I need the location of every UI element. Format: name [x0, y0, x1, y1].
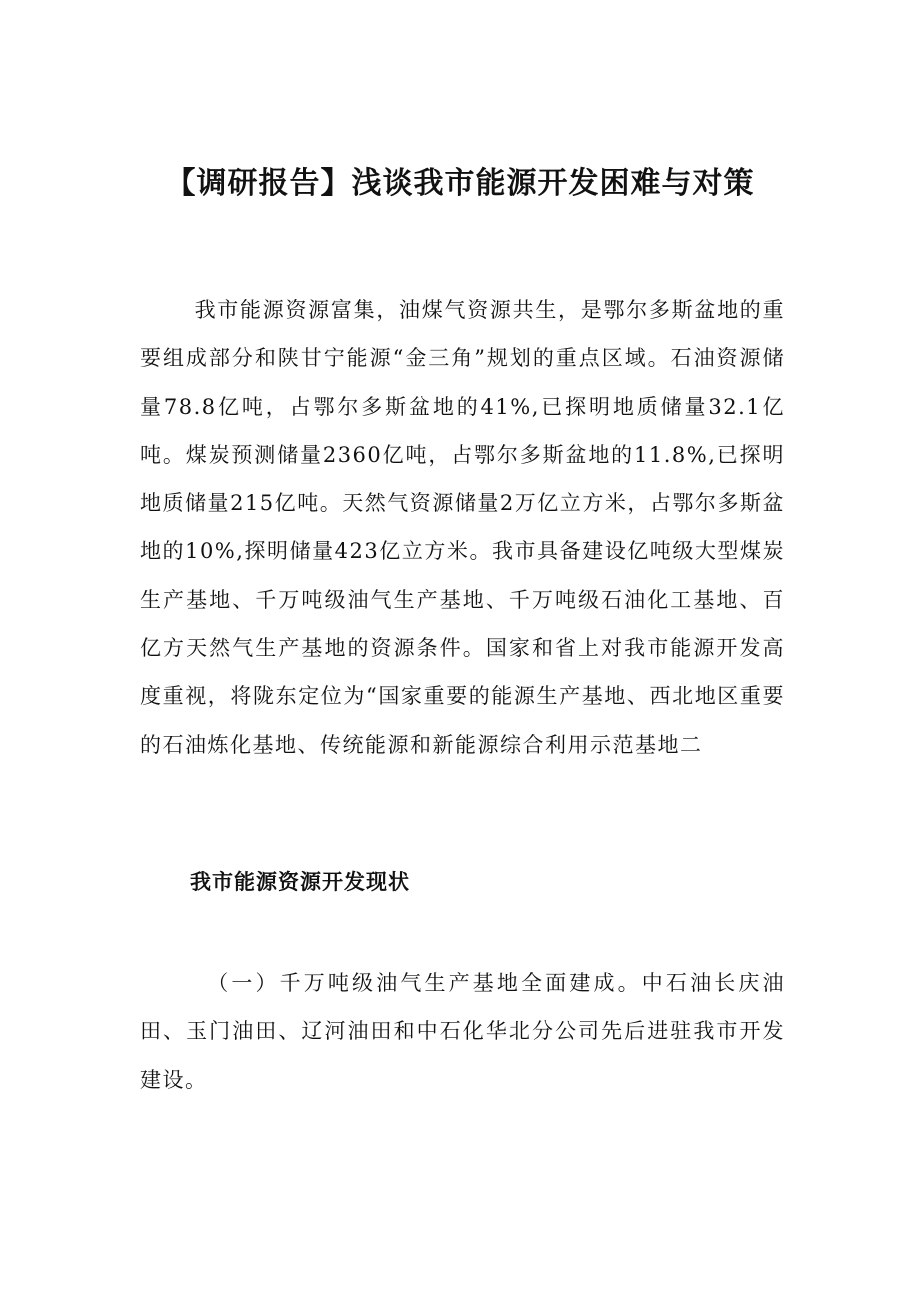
- document-title: 【调研报告】浅谈我市能源开发困难与对策: [165, 166, 755, 201]
- intro-paragraph: 我市能源资源富集，油煤气资源共生，是鄂尔多斯盆地的重要组成部分和陕甘宁能源“金三角”规划的重点区域。石油资源储量78.8亿吨，占鄂尔多斯盆地的41%,已探明地质储量32.1亿吨。煤炭预测储量2360亿吨，占鄂尔多斯盆地的11.8%,已探明地质储量215亿吨。天然气资源储量2万亿立方米，占鄂尔多斯盆地的10%,探明储量423亿立方米。我市具备建设亿吨级大型煤炭生产基地、千万吨级油气生产基地、千万吨级石油化工基地、百亿方天然气生产基地的资源条件。国家和省上对我市能源开发高度重视，将陇东定位为“国家重要的能源生产基地、西北地区重要的石油炼化基地、传统能源和新能源综合利用示范基地二: [140, 298, 785, 757]
- section-heading: 我市能源资源开发现状: [190, 870, 410, 894]
- section-paragraph: （一）千万吨级油气生产基地全面建成。中石油长庆油田、玉门油田、辽河油田和中石化华北分公司先后进驻我市开发建设。: [140, 971, 785, 1092]
